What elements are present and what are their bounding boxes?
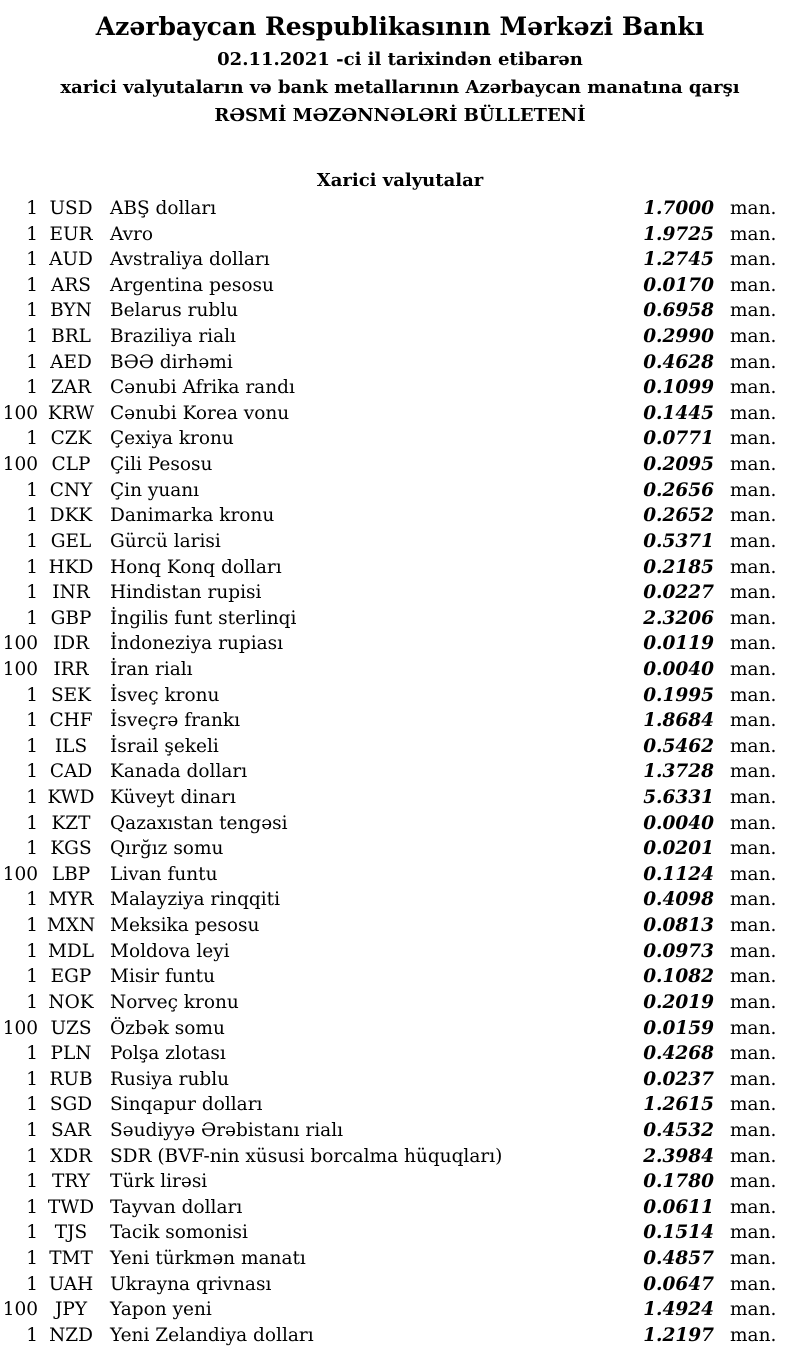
rate-row <box>0 1195 800 1221</box>
currency-code: PLN <box>50 1043 92 1065</box>
currency-code: KZT <box>51 812 91 834</box>
nominal-amount: 1 <box>26 1324 38 1346</box>
rate-row <box>0 1246 800 1272</box>
unit-label: man. <box>730 326 777 348</box>
unit-label: man. <box>730 787 777 809</box>
currency-name: Çexiya kronu <box>110 428 234 450</box>
currency-name: İsveçrə frankı <box>110 710 240 732</box>
unit-label: man. <box>730 402 777 424</box>
currency-name: Kanada dolları <box>110 761 248 783</box>
rate-row <box>0 1297 800 1323</box>
currency-name: Avstraliya dolları <box>110 249 270 271</box>
currency-code: CZK <box>50 428 92 450</box>
unit-label: man. <box>730 735 777 757</box>
rate-value: 0.5371 <box>643 530 714 552</box>
rate-row <box>0 426 800 452</box>
rate-value: 0.2656 <box>643 479 714 501</box>
rate-row <box>0 196 800 222</box>
currency-name: Qazaxıstan tengəsi <box>110 812 288 834</box>
currency-name: İran rialı <box>110 658 193 680</box>
currency-code: DKK <box>49 505 93 527</box>
rate-row <box>0 478 800 504</box>
currency-code: CAD <box>49 761 93 783</box>
nominal-amount: 1 <box>26 787 38 809</box>
currency-name: Tayvan dolları <box>110 1196 243 1218</box>
rate-row <box>0 1118 800 1144</box>
nominal-amount: 1 <box>26 684 38 706</box>
currency-name: Danimarka kronu <box>110 505 275 527</box>
currency-name: Səudiyyə Ərəbistanı rialı <box>110 1119 344 1141</box>
nominal-amount: 1 <box>26 710 38 732</box>
currency-name: Polşa zlotası <box>110 1043 226 1065</box>
unit-label: man. <box>730 1017 777 1039</box>
rate-row <box>0 1323 800 1348</box>
currency-code: USD <box>49 198 93 219</box>
currency-code: CLP <box>51 454 91 476</box>
rate-row <box>0 862 800 888</box>
rate-value: 0.0040 <box>643 658 714 680</box>
rate-value: 0.2095 <box>643 454 714 476</box>
unit-label: man. <box>730 812 777 834</box>
rate-value: 0.0227 <box>643 582 714 604</box>
nominal-amount: 1 <box>26 915 38 937</box>
unit-label: man. <box>730 505 777 527</box>
currency-code: ARS <box>51 274 91 296</box>
rate-row <box>0 222 800 248</box>
rate-value: 0.4857 <box>643 1247 714 1269</box>
rate-value: 0.4098 <box>643 889 714 911</box>
rate-row <box>0 734 800 760</box>
rate-row <box>0 298 800 324</box>
unit-label: man. <box>730 684 777 706</box>
nominal-amount: 100 <box>2 402 38 424</box>
rate-row <box>0 683 800 709</box>
nominal-amount: 1 <box>26 940 38 962</box>
nominal-amount: 1 <box>26 274 38 296</box>
currency-name: Yeni Zelandiya dolları <box>110 1324 314 1346</box>
currency-code: EGP <box>50 966 92 988</box>
nominal-amount: 1 <box>26 377 38 399</box>
unit-label: man. <box>730 1119 777 1141</box>
rate-value: 0.0237 <box>643 1068 714 1090</box>
rate-value: 0.1995 <box>643 684 714 706</box>
rate-value: 0.4268 <box>643 1043 714 1065</box>
unit-label: man. <box>730 710 777 732</box>
nominal-amount: 1 <box>26 1043 38 1065</box>
nominal-amount: 100 <box>2 1017 38 1039</box>
rate-value: 0.0040 <box>643 812 714 834</box>
unit-label: man. <box>730 249 777 271</box>
currency-name: Malayziya rinqqiti <box>110 889 281 911</box>
rate-row <box>0 247 800 273</box>
nominal-amount: 1 <box>26 428 38 450</box>
nominal-amount: 1 <box>26 198 38 219</box>
rate-row <box>0 529 800 555</box>
currency-code: MYR <box>48 889 94 911</box>
currency-name: İngilis funt sterlinqi <box>110 607 297 629</box>
currency-name: Özbək somu <box>110 1017 225 1039</box>
rate-value: 0.1082 <box>643 966 714 988</box>
rate-value: 2.3206 <box>643 607 714 629</box>
nominal-amount: 1 <box>26 966 38 988</box>
unit-label: man. <box>730 479 777 501</box>
rate-value: 0.0201 <box>643 838 714 860</box>
rate-value: 2.3984 <box>643 1145 714 1167</box>
rate-value: 0.2185 <box>643 556 714 578</box>
currency-code: MDL <box>47 940 95 962</box>
rate-row <box>0 1016 800 1042</box>
rate-value: 0.1514 <box>643 1222 714 1244</box>
nominal-amount: 100 <box>2 863 38 885</box>
currency-code: ZAR <box>50 377 92 399</box>
rate-value: 1.2745 <box>643 249 714 271</box>
rate-row <box>0 913 800 939</box>
rate-value: 0.4532 <box>643 1119 714 1141</box>
currency-code: KRW <box>47 402 95 424</box>
nominal-amount: 1 <box>26 556 38 578</box>
currency-code: XDR <box>50 1145 92 1167</box>
currency-code: TMT <box>49 1247 93 1269</box>
rate-row <box>0 1220 800 1246</box>
currency-code: HKD <box>48 556 94 578</box>
currency-code: UZS <box>50 1017 92 1039</box>
bank-title: Azərbaycan Respublikasının Mərkəzi Bankı <box>95 12 705 41</box>
currency-code: SAR <box>51 1119 91 1141</box>
nominal-amount: 1 <box>26 838 38 860</box>
rate-value: 0.6958 <box>643 300 714 322</box>
rate-row <box>0 1092 800 1118</box>
currency-name: İndoneziya rupiası <box>110 633 284 655</box>
rate-value: 0.2990 <box>643 326 714 348</box>
currency-code: MXN <box>46 915 96 937</box>
unit-label: man. <box>730 1247 777 1269</box>
currency-code: LBP <box>51 863 91 885</box>
rate-value: 1.9725 <box>643 223 714 245</box>
currency-code: NZD <box>49 1324 93 1346</box>
rate-row <box>0 273 800 299</box>
nominal-amount: 1 <box>26 479 38 501</box>
exchange-rates-table <box>0 196 800 1348</box>
unit-label: man. <box>730 454 777 476</box>
rate-value: 5.6331 <box>643 787 714 809</box>
currency-name: Honq Konq dolları <box>110 556 282 578</box>
currency-name: Argentina pesosu <box>110 274 274 296</box>
currency-name: ABŞ dolları <box>110 198 217 219</box>
rate-row <box>0 350 800 376</box>
rate-row <box>0 990 800 1016</box>
subject-line: xarici valyutaların və bank metallarının Azərbaycan manatına qarşı <box>60 77 740 98</box>
unit-label: man. <box>730 838 777 860</box>
unit-label: man. <box>730 1299 777 1321</box>
rate-row <box>0 811 800 837</box>
rate-row <box>0 1144 800 1170</box>
currency-name: Çili Pesosu <box>110 454 213 476</box>
currency-code: EUR <box>49 223 93 245</box>
rate-row <box>0 887 800 913</box>
unit-label: man. <box>730 966 777 988</box>
rate-row <box>0 964 800 990</box>
nominal-amount: 1 <box>26 761 38 783</box>
unit-label: man. <box>730 1043 777 1065</box>
unit-label: man. <box>730 556 777 578</box>
rate-value: 0.0813 <box>643 915 714 937</box>
rate-value: 1.7000 <box>643 198 714 219</box>
unit-label: man. <box>730 582 777 604</box>
unit-label: man. <box>730 428 777 450</box>
currency-code: ILS <box>54 735 88 757</box>
unit-label: man. <box>730 1324 777 1346</box>
currency-name: Meksika pesosu <box>110 915 260 937</box>
rate-row <box>0 708 800 734</box>
currency-code: CHF <box>49 710 93 732</box>
currency-code: RUB <box>49 1068 93 1090</box>
currency-code: TJS <box>54 1222 88 1244</box>
rate-row <box>0 836 800 862</box>
rate-row <box>0 657 800 683</box>
currency-code: KGS <box>50 838 92 860</box>
rate-row <box>0 580 800 606</box>
currency-name: BƏƏ dirhəmi <box>110 351 233 373</box>
rate-row <box>0 785 800 811</box>
unit-label: man. <box>730 863 777 885</box>
currency-name: Cənubi Korea vonu <box>110 402 290 424</box>
bulletin-header <box>0 12 800 130</box>
nominal-amount: 1 <box>26 735 38 757</box>
currency-name: İsveç kronu <box>110 684 220 706</box>
nominal-amount: 100 <box>2 633 38 655</box>
currency-code: AUD <box>49 249 93 271</box>
nominal-amount: 1 <box>26 1068 38 1090</box>
nominal-amount: 100 <box>2 658 38 680</box>
unit-label: man. <box>730 351 777 373</box>
currency-name: Moldova leyi <box>110 940 230 962</box>
nominal-amount: 100 <box>2 1299 38 1321</box>
currency-name: Ukrayna qrivnası <box>110 1273 272 1295</box>
nominal-amount: 1 <box>26 991 38 1013</box>
rate-value: 0.1099 <box>643 377 714 399</box>
rate-row <box>0 375 800 401</box>
currency-name: Avro <box>110 223 154 245</box>
currency-name: Gürcü larisi <box>110 530 221 552</box>
currency-code: INR <box>52 582 90 604</box>
currency-name: Küveyt dinarı <box>110 787 236 809</box>
currency-name: Misir funtu <box>110 966 216 988</box>
rate-value: 0.2019 <box>643 991 714 1013</box>
rate-row <box>0 452 800 478</box>
unit-label: man. <box>730 377 777 399</box>
rate-value: 0.1445 <box>643 402 714 424</box>
rate-row <box>0 1169 800 1195</box>
rate-value: 0.2652 <box>643 505 714 527</box>
currency-name: Livan funtu <box>110 863 218 885</box>
currency-code: SEK <box>51 684 91 706</box>
unit-label: man. <box>730 658 777 680</box>
currency-name: Yapon yeni <box>110 1299 212 1321</box>
rate-value: 0.0119 <box>643 633 714 655</box>
rate-row <box>0 324 800 350</box>
nominal-amount: 1 <box>26 1247 38 1269</box>
rate-row <box>0 939 800 965</box>
rate-row <box>0 631 800 657</box>
rate-value: 0.1124 <box>643 863 714 885</box>
nominal-amount: 1 <box>26 1273 38 1295</box>
rate-value: 1.2197 <box>643 1324 714 1346</box>
nominal-amount: 1 <box>26 1222 38 1244</box>
unit-label: man. <box>730 940 777 962</box>
rate-value: 0.0159 <box>643 1017 714 1039</box>
unit-label: man. <box>730 1196 777 1218</box>
section-title-foreign-currencies: Xarici valyutalar <box>316 170 484 191</box>
nominal-amount: 1 <box>26 505 38 527</box>
nominal-amount: 100 <box>2 454 38 476</box>
rate-row <box>0 1067 800 1093</box>
nominal-amount: 1 <box>26 889 38 911</box>
nominal-amount: 1 <box>26 351 38 373</box>
currency-name: Belarus rublu <box>110 300 239 322</box>
rate-value: 1.2615 <box>643 1094 714 1116</box>
unit-label: man. <box>730 761 777 783</box>
rate-value: 0.0973 <box>643 940 714 962</box>
unit-label: man. <box>730 991 777 1013</box>
rate-value: 0.4628 <box>643 351 714 373</box>
rate-row <box>0 1041 800 1067</box>
rate-row <box>0 1272 800 1298</box>
effective-date-line: 02.11.2021 -ci il tarixindən etibarən <box>217 49 583 70</box>
currency-name: Cənubi Afrika randı <box>110 377 295 399</box>
unit-label: man. <box>730 530 777 552</box>
currency-name: Tacik somonisi <box>110 1222 248 1244</box>
nominal-amount: 1 <box>26 1145 38 1167</box>
rate-row <box>0 503 800 529</box>
currency-code: SGD <box>49 1094 93 1116</box>
nominal-amount: 1 <box>26 812 38 834</box>
nominal-amount: 1 <box>26 582 38 604</box>
rate-row <box>0 606 800 632</box>
currency-code: BYN <box>50 300 92 322</box>
currency-name: Norveç kronu <box>110 991 239 1013</box>
rate-value: 1.8684 <box>643 710 714 732</box>
currency-name: Braziliya rialı <box>110 326 236 348</box>
rate-value: 1.3728 <box>643 761 714 783</box>
unit-label: man. <box>730 223 777 245</box>
unit-label: man. <box>730 1171 777 1193</box>
currency-code: TRY <box>52 1171 90 1193</box>
unit-label: man. <box>730 1145 777 1167</box>
unit-label: man. <box>730 198 777 219</box>
rate-row <box>0 555 800 581</box>
currency-name: Yeni türkmən manatı <box>110 1247 306 1269</box>
currency-code: TWD <box>47 1196 95 1218</box>
currency-code: CNY <box>49 479 93 501</box>
unit-label: man. <box>730 607 777 629</box>
nominal-amount: 1 <box>26 1196 38 1218</box>
bulletin-title: RƏSMİ MƏZƏNNƏLƏRİ BÜLLETENİ <box>214 105 586 126</box>
nominal-amount: 1 <box>26 326 38 348</box>
currency-code: IDR <box>52 633 90 655</box>
currency-code: GEL <box>50 530 92 552</box>
rate-value: 0.5462 <box>643 735 714 757</box>
currency-code: NOK <box>48 991 94 1013</box>
nominal-amount: 1 <box>26 223 38 245</box>
unit-label: man. <box>730 633 777 655</box>
nominal-amount: 1 <box>26 249 38 271</box>
nominal-amount: 1 <box>26 300 38 322</box>
nominal-amount: 1 <box>26 1094 38 1116</box>
currency-name: Hindistan rupisi <box>110 582 262 604</box>
currency-code: IRR <box>53 658 89 680</box>
rate-value: 0.0647 <box>643 1273 714 1295</box>
currency-name: Rusiya rublu <box>110 1068 230 1090</box>
nominal-amount: 1 <box>26 1171 38 1193</box>
currency-name: Qırğız somu <box>110 838 224 860</box>
unit-label: man. <box>730 1222 777 1244</box>
currency-name: Sinqapur dolları <box>110 1094 263 1116</box>
currency-name: İsrail şekeli <box>110 735 219 757</box>
currency-code: AED <box>50 351 92 373</box>
currency-code: JPY <box>54 1299 88 1321</box>
rate-value: 0.0611 <box>643 1196 714 1218</box>
unit-label: man. <box>730 1273 777 1295</box>
nominal-amount: 1 <box>26 1119 38 1141</box>
rate-value: 0.1780 <box>643 1171 714 1193</box>
rate-row <box>0 759 800 785</box>
currency-code: UAH <box>48 1273 94 1295</box>
currency-code: GBP <box>50 607 92 629</box>
unit-label: man. <box>730 300 777 322</box>
unit-label: man. <box>730 274 777 296</box>
rate-value: 0.0771 <box>643 428 714 450</box>
currency-name: Türk lirəsi <box>110 1171 208 1193</box>
unit-label: man. <box>730 889 777 911</box>
nominal-amount: 1 <box>26 530 38 552</box>
nominal-amount: 1 <box>26 607 38 629</box>
rate-value: 1.4924 <box>643 1299 714 1321</box>
currency-code: KWD <box>47 787 95 809</box>
unit-label: man. <box>730 915 777 937</box>
currency-name: Çin yuanı <box>110 479 200 501</box>
unit-label: man. <box>730 1068 777 1090</box>
rate-value: 0.0170 <box>643 274 714 296</box>
currency-code: BRL <box>51 326 91 348</box>
unit-label: man. <box>730 1094 777 1116</box>
rate-row <box>0 401 800 427</box>
currency-name: SDR (BVF-nin xüsusi borcalma hüquqları) <box>110 1145 503 1167</box>
